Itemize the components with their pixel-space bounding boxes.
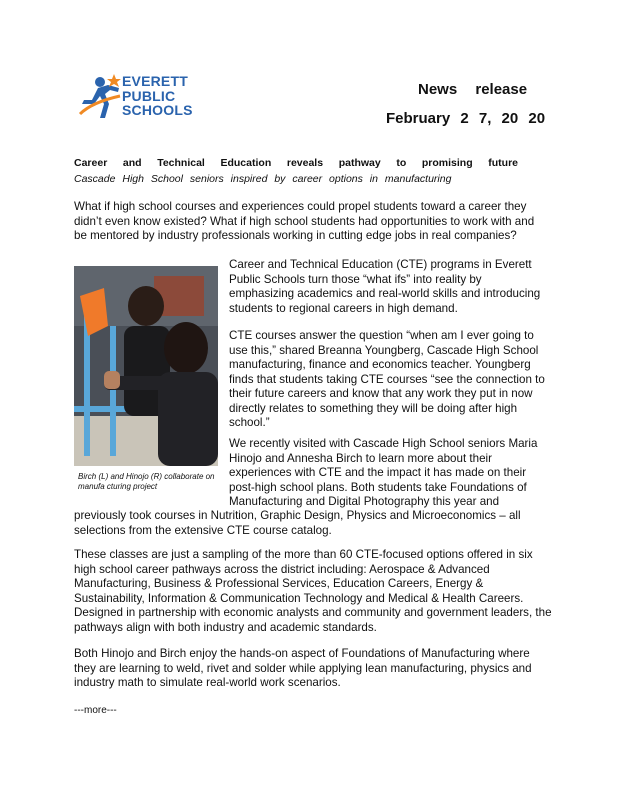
news-release-label: News release — [418, 81, 528, 98]
headline: Career and Technical Education reveals pathway to promising future — [74, 157, 518, 169]
logo-line-1: EVERETT — [122, 73, 188, 89]
paragraph-student-visit-continued: previously took courses in Nutrition, Graphic Design, Physics and Microeconomics – all selections from the extensive CTE course catalog. — [74, 509, 521, 537]
logo-line-2: PUBLIC — [122, 87, 176, 104]
everett-public-schools-logo — [78, 70, 218, 126]
students-photo — [74, 266, 218, 466]
paragraph-hands-on: Both Hinojo and Birch enjoy the hands-on aspect of Foundations of Manufacturing where they are learning to weld, rivet and solder while applying lean manufacturing, physics and industry math to simulate real-world work scenarios. — [74, 647, 532, 689]
runner-icon — [78, 70, 122, 126]
logo-line-3: SCHOOLS — [122, 102, 193, 118]
students-illustration — [74, 266, 218, 466]
release-date: February 2 7, 20 20 — [386, 110, 546, 127]
paragraph-cte-programs: Career and Technical Education (CTE) programs in Everett Public Schools turn those “what ifs” into reality by emphasizing academics and real-world skills and introducing students to regional careers in high demand. — [229, 258, 541, 315]
paragraph-career-pathways: These classes are just a sampling of the more than 60 CTE-focused options offered in six high school career pathways across the district including: Aerospace & Advanced Manufacturing, Business & Professional Services, Education Careers, Energy & Sustainability, Information & Communication Technology and Medical & Health Careers. Designed in partnership with economic analysts and community and government leaders, the pathways align with both industry and academic standards. — [74, 548, 552, 634]
paragraph-teacher-quote: CTE courses answer the question “when am I ever going to use this,” shared Breanna Youngberg, Cascade High School manufacturing, finance and economics teacher. Youngberg finds that students taking CTE courses “see the connection to their future careers and know that any work they put in now directly relates to something they will be doing after high school.” — [229, 329, 545, 429]
paragraph-student-visit: We recently visited with Cascade High School seniors Maria Hinojo and Annesha Birch to learn more about their experiences with CTE and the impact it has made on their post-high school plans. Both students take Foundations of Manufacturing and Digital Photography this year and — [229, 437, 538, 508]
more-indicator: ---more--- — [74, 705, 117, 716]
photo-caption: Birch (L) and Hinojo (R) collaborate on manufa cturing project — [78, 472, 215, 491]
paragraph-intro: What if high school courses and experiences could propel students toward a career they didn’t even know existed? What if high school students had opportunities to work with and be mentored by industry professionals working in cutting edge jobs in real companies? — [74, 200, 535, 242]
logo-wordmark — [122, 74, 193, 118]
subheadline: Cascade High School seniors inspired by career options in manufacturing — [74, 173, 452, 185]
